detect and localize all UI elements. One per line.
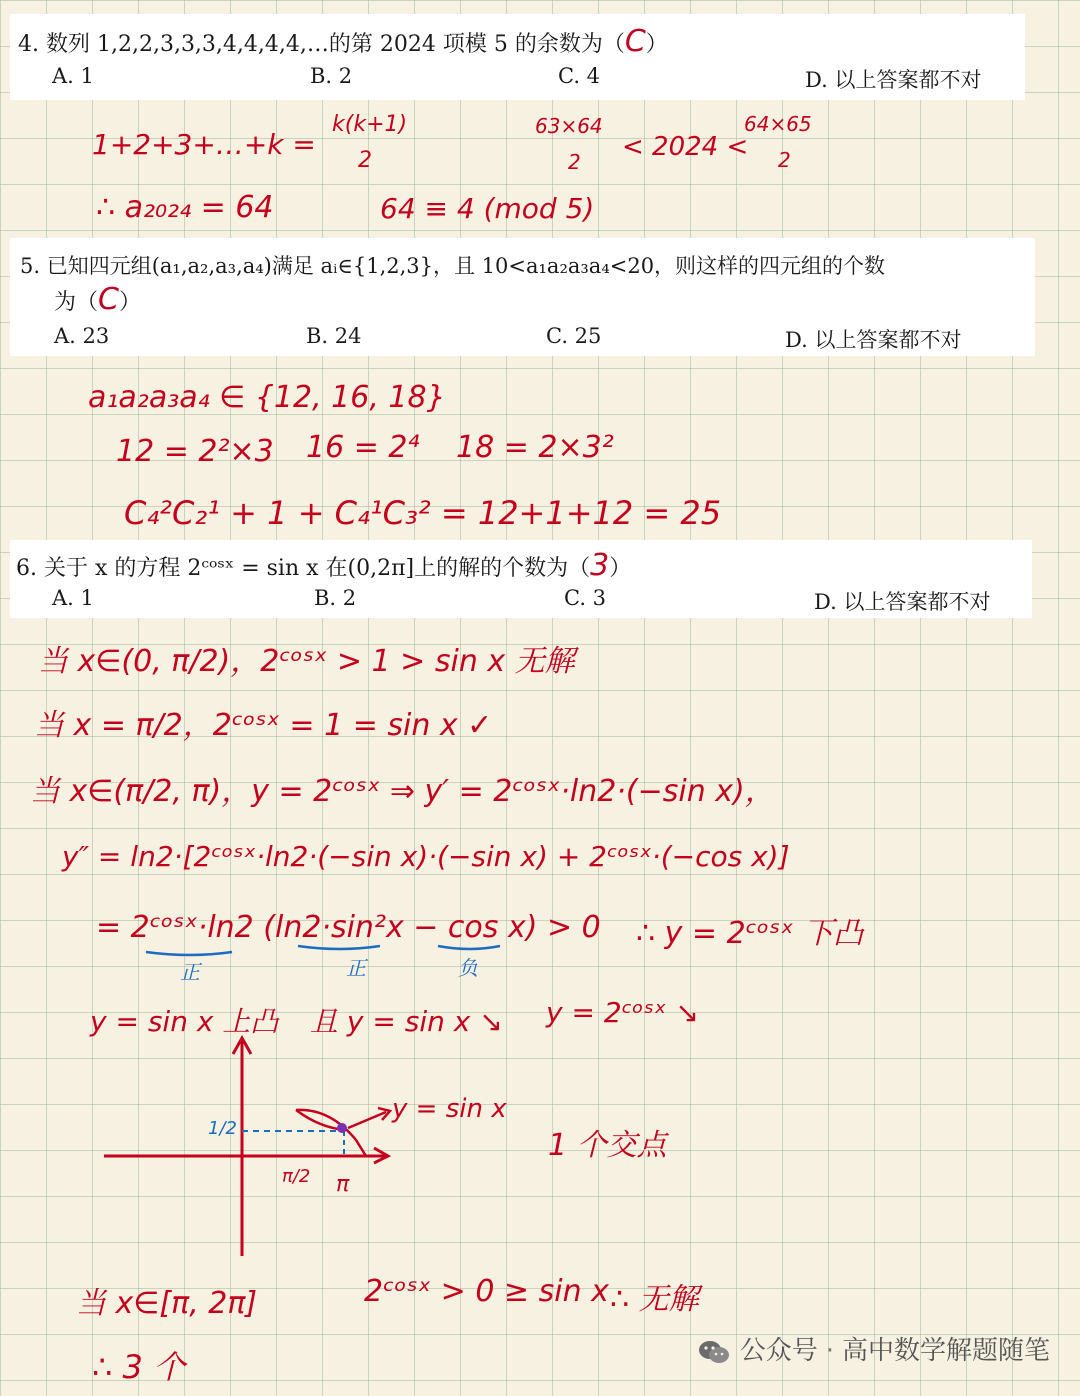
graph-note: 1 个交点 [548, 1128, 667, 1163]
watermark-name: 高中数学解题随笔 [841, 1336, 1050, 1366]
question-5-stem-line1: 5. 已知四元组(a₁,a₂,a₃,a₄)满足 aᵢ∈{1,2,3}，且 10<a₁a₂a₃a₄<20，则这样的四元组的个数 [20, 254, 886, 278]
question-4-stem: 4. 数列 1,2,2,3,3,3,4,4,4,4,…的第 2024 项模 5 的余数为（C） [18, 24, 668, 59]
q4-sum-left: 1+2+3+…+k = [92, 128, 316, 161]
label-arrow [348, 1112, 386, 1128]
option-b: B. 2 [314, 586, 357, 610]
option-d: D. 以上答案都不对 [785, 328, 962, 352]
q5-count: C₄²C₂¹ + 1 + C₄¹C₃² = 12+1+12 = 25 [124, 494, 722, 532]
q4-ineq-num2: 64×65 [744, 112, 812, 136]
q6-line5: = 2ᶜᵒˢˣ·ln2 (ln2·sin²x − cos x) > 0 [96, 910, 601, 945]
q6-line7-c: ∴ 无解 [610, 1282, 699, 1317]
graph-tick-pi: π [336, 1172, 350, 1197]
q5-f18: 18 = 2×3² [456, 430, 614, 465]
q4-mod: 64 ≡ 4 (mod 5) [380, 192, 595, 225]
q4-term: ∴ a₂₀₂₄ = 64 [96, 190, 274, 225]
q6-line7-a: 当 x∈[π, 2π] [76, 1286, 258, 1321]
graph-tick-pi2: π/2 [282, 1166, 311, 1187]
watermark-label: 公众号 [739, 1336, 818, 1366]
q4-sum-frac-den: 2 [358, 148, 372, 173]
q4-ineq-den1: 2 [568, 150, 581, 174]
q6-line3: 当 x∈(π/2, π)，y = 2ᶜᵒˢˣ ⇒ y′ = 2ᶜᵒˢˣ·ln2·(−sin x)， [30, 774, 775, 809]
q4-sum-frac-num: k(k+1) [332, 112, 408, 137]
option-d: D. 以上答案都不对 [805, 68, 982, 92]
question-5-answer: C [98, 282, 119, 317]
question-5-stem-line2: 为（C） [54, 282, 141, 317]
q4-ineq-mid: < 2024 < [622, 132, 749, 162]
q6-final: ∴ 3 个 [92, 1348, 186, 1386]
q6-line4: y″ = ln2·[2ᶜᵒˢˣ·ln2·(−sin x)·(−sin x) + 2ᶜᵒˢˣ·(−cos x)] [62, 840, 790, 873]
option-b: B. 2 [310, 64, 353, 88]
underline-2 [298, 946, 380, 949]
q5-f16: 16 = 2⁴ [306, 430, 420, 465]
option-c: C. 4 [558, 64, 601, 88]
intersection-point [337, 1123, 347, 1133]
q4-ineq-num1: 63×64 [535, 114, 603, 138]
question-6-stem: 6. 关于 x 的方程 2ᶜᵒˢˣ = sin x 在(0,2π]上的解的个数为（3） [16, 548, 632, 583]
q5-f12: 12 = 2²×3 [116, 434, 274, 469]
q6-line1: 当 x∈(0, π/2)，2ᶜᵒˢˣ > 1 > sin x 无解 [38, 644, 575, 679]
q6-line6-c: y = 2ᶜᵒˢˣ ↘ [546, 996, 699, 1029]
question-4-answer: C [624, 24, 646, 59]
option-c: C. 3 [564, 586, 607, 610]
graph-curve-label: y = sin x [392, 1094, 507, 1124]
watermark: 公众号 · 高中数学解题随笔 [697, 1330, 1050, 1367]
option-a: A. 23 [54, 324, 110, 348]
option-d: D. 以上答案都不对 [814, 590, 991, 614]
option-c: C. 25 [546, 324, 602, 348]
wechat-icon [697, 1336, 739, 1366]
q4-ineq-den2: 2 [778, 148, 791, 172]
sign-note-3: 负 [458, 956, 478, 980]
q6-line6-a: y = sin x 上凸 [90, 1005, 279, 1038]
option-a: A. 1 [52, 586, 94, 610]
option-a: A. 1 [52, 64, 94, 88]
sign-note-2: 正 [346, 956, 366, 980]
q5-set: a₁a₂a₃a₄ ∈ {12, 16, 18} [88, 380, 446, 415]
graph-tick-half: 1/2 [208, 1118, 237, 1139]
q6-line2: 当 x = π/2，2ᶜᵒˢˣ = 1 = sin x ✓ [34, 708, 493, 743]
q6-line7-b: 2ᶜᵒˢˣ > 0 ≥ sin x [364, 1274, 609, 1309]
sign-note-1: 正 [180, 960, 200, 984]
option-b: B. 24 [306, 324, 362, 348]
underline-1 [146, 952, 232, 955]
question-6-answer: 3 [590, 548, 610, 583]
q6-line5-conclusion: ∴ y = 2ᶜᵒˢˣ 下凸 [636, 916, 864, 951]
q6-line6-b: 且 y = sin x ↘ [310, 1005, 503, 1038]
underline-3 [438, 946, 500, 949]
